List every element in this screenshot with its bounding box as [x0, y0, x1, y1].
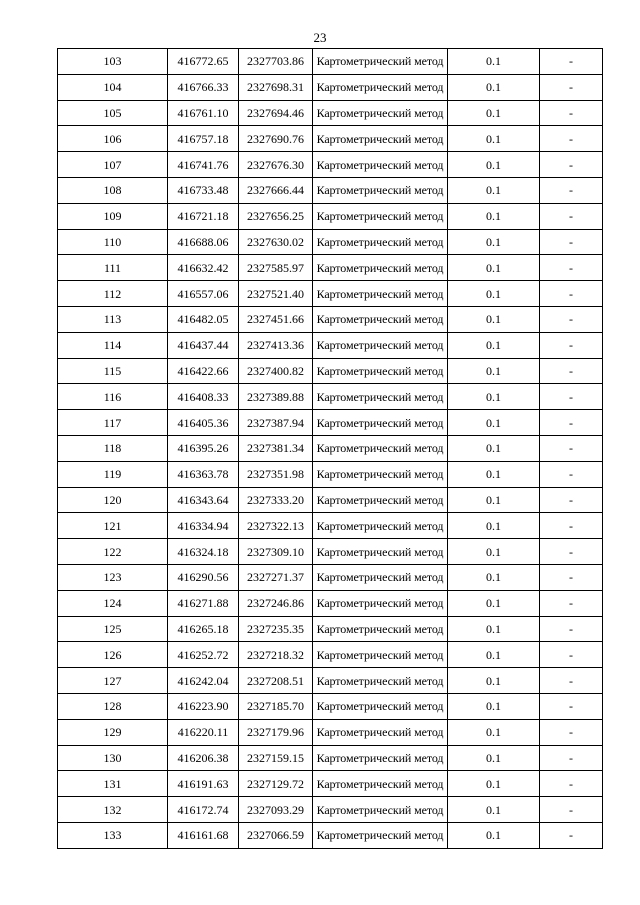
point-number-cell: 133 — [58, 822, 168, 848]
y-coordinate-cell: 2327333.20 — [239, 487, 313, 513]
accuracy-cell: 0.1 — [448, 668, 540, 694]
accuracy-cell: 0.1 — [448, 487, 540, 513]
point-number-cell: 108 — [58, 177, 168, 203]
x-coordinate-cell: 416161.68 — [168, 822, 239, 848]
point-number-cell: 131 — [58, 771, 168, 797]
accuracy-cell: 0.1 — [448, 229, 540, 255]
y-coordinate-cell: 2327309.10 — [239, 539, 313, 565]
method-cell: Картометрический метод — [313, 306, 448, 332]
method-cell: Картометрический метод — [313, 74, 448, 100]
x-coordinate-cell: 416437.44 — [168, 332, 239, 358]
y-coordinate-cell: 2327159.15 — [239, 745, 313, 771]
method-cell: Картометрический метод — [313, 384, 448, 410]
x-coordinate-cell: 416206.38 — [168, 745, 239, 771]
method-cell: Картометрический метод — [313, 822, 448, 848]
accuracy-cell: 0.1 — [448, 616, 540, 642]
accuracy-cell: 0.1 — [448, 642, 540, 668]
accuracy-cell: 0.1 — [448, 564, 540, 590]
point-number-cell: 123 — [58, 564, 168, 590]
accuracy-cell: 0.1 — [448, 306, 540, 332]
point-number-cell: 105 — [58, 100, 168, 126]
accuracy-cell: 0.1 — [448, 822, 540, 848]
accuracy-cell: 0.1 — [448, 49, 540, 75]
table-row — [58, 693, 603, 719]
note-cell: - — [540, 771, 603, 797]
x-coordinate-cell: 416482.05 — [168, 306, 239, 332]
note-cell: - — [540, 384, 603, 410]
note-cell: - — [540, 564, 603, 590]
y-coordinate-cell: 2327656.25 — [239, 203, 313, 229]
method-cell: Картометрический метод — [313, 642, 448, 668]
note-cell: - — [540, 668, 603, 694]
x-coordinate-cell: 416172.74 — [168, 797, 239, 823]
y-coordinate-cell: 2327389.88 — [239, 384, 313, 410]
coordinates-table — [57, 48, 603, 849]
note-cell: - — [540, 616, 603, 642]
note-cell: - — [540, 229, 603, 255]
method-cell: Картометрический метод — [313, 203, 448, 229]
table-row — [58, 152, 603, 178]
method-cell: Картометрический метод — [313, 771, 448, 797]
y-coordinate-cell: 2327690.76 — [239, 126, 313, 152]
y-coordinate-cell: 2327666.44 — [239, 177, 313, 203]
method-cell: Картометрический метод — [313, 487, 448, 513]
y-coordinate-cell: 2327703.86 — [239, 49, 313, 75]
x-coordinate-cell: 416290.56 — [168, 564, 239, 590]
method-cell: Картометрический метод — [313, 126, 448, 152]
note-cell: - — [540, 590, 603, 616]
table-row — [58, 410, 603, 436]
x-coordinate-cell: 416688.06 — [168, 229, 239, 255]
x-coordinate-cell: 416220.11 — [168, 719, 239, 745]
table-row — [58, 487, 603, 513]
accuracy-cell: 0.1 — [448, 203, 540, 229]
point-number-cell: 117 — [58, 410, 168, 436]
y-coordinate-cell: 2327185.70 — [239, 693, 313, 719]
accuracy-cell: 0.1 — [448, 100, 540, 126]
table-row — [58, 177, 603, 203]
x-coordinate-cell: 416632.42 — [168, 255, 239, 281]
accuracy-cell: 0.1 — [448, 745, 540, 771]
accuracy-cell: 0.1 — [448, 152, 540, 178]
note-cell: - — [540, 332, 603, 358]
note-cell: - — [540, 203, 603, 229]
table-row — [58, 513, 603, 539]
accuracy-cell: 0.1 — [448, 255, 540, 281]
table-row — [58, 590, 603, 616]
note-cell: - — [540, 281, 603, 307]
accuracy-cell: 0.1 — [448, 693, 540, 719]
point-number-cell: 103 — [58, 49, 168, 75]
point-number-cell: 120 — [58, 487, 168, 513]
table-row — [58, 745, 603, 771]
point-number-cell: 107 — [58, 152, 168, 178]
method-cell: Картометрический метод — [313, 668, 448, 694]
table-row — [58, 49, 603, 75]
table-row — [58, 461, 603, 487]
table-row — [58, 358, 603, 384]
accuracy-cell: 0.1 — [448, 332, 540, 358]
accuracy-cell: 0.1 — [448, 771, 540, 797]
point-number-cell: 109 — [58, 203, 168, 229]
y-coordinate-cell: 2327351.98 — [239, 461, 313, 487]
table-row — [58, 771, 603, 797]
accuracy-cell: 0.1 — [448, 177, 540, 203]
table-row — [58, 384, 603, 410]
y-coordinate-cell: 2327066.59 — [239, 822, 313, 848]
table-row — [58, 281, 603, 307]
table-row — [58, 616, 603, 642]
x-coordinate-cell: 416223.90 — [168, 693, 239, 719]
method-cell: Картометрический метод — [313, 358, 448, 384]
point-number-cell: 121 — [58, 513, 168, 539]
point-number-cell: 126 — [58, 642, 168, 668]
note-cell: - — [540, 255, 603, 281]
x-coordinate-cell: 416334.94 — [168, 513, 239, 539]
y-coordinate-cell: 2327093.29 — [239, 797, 313, 823]
x-coordinate-cell: 416405.36 — [168, 410, 239, 436]
note-cell: - — [540, 306, 603, 332]
method-cell: Картометрический метод — [313, 719, 448, 745]
note-cell: - — [540, 797, 603, 823]
y-coordinate-cell: 2327208.51 — [239, 668, 313, 694]
x-coordinate-cell: 416422.66 — [168, 358, 239, 384]
table-row — [58, 203, 603, 229]
table-row — [58, 126, 603, 152]
y-coordinate-cell: 2327218.32 — [239, 642, 313, 668]
method-cell: Картометрический метод — [313, 410, 448, 436]
point-number-cell: 127 — [58, 668, 168, 694]
x-coordinate-cell: 416741.76 — [168, 152, 239, 178]
y-coordinate-cell: 2327413.36 — [239, 332, 313, 358]
note-cell: - — [540, 49, 603, 75]
method-cell: Картометрический метод — [313, 564, 448, 590]
method-cell: Картометрический метод — [313, 745, 448, 771]
note-cell: - — [540, 642, 603, 668]
method-cell: Картометрический метод — [313, 152, 448, 178]
accuracy-cell: 0.1 — [448, 74, 540, 100]
point-number-cell: 119 — [58, 461, 168, 487]
accuracy-cell: 0.1 — [448, 513, 540, 539]
note-cell: - — [540, 745, 603, 771]
table-row — [58, 668, 603, 694]
x-coordinate-cell: 416408.33 — [168, 384, 239, 410]
method-cell: Картометрический метод — [313, 513, 448, 539]
x-coordinate-cell: 416557.06 — [168, 281, 239, 307]
x-coordinate-cell: 416757.18 — [168, 126, 239, 152]
point-number-cell: 128 — [58, 693, 168, 719]
x-coordinate-cell: 416324.18 — [168, 539, 239, 565]
method-cell: Картометрический метод — [313, 616, 448, 642]
table-row — [58, 564, 603, 590]
x-coordinate-cell: 416191.63 — [168, 771, 239, 797]
accuracy-cell: 0.1 — [448, 126, 540, 152]
y-coordinate-cell: 2327129.72 — [239, 771, 313, 797]
note-cell: - — [540, 513, 603, 539]
y-coordinate-cell: 2327451.66 — [239, 306, 313, 332]
y-coordinate-cell: 2327630.02 — [239, 229, 313, 255]
note-cell: - — [540, 487, 603, 513]
accuracy-cell: 0.1 — [448, 358, 540, 384]
accuracy-cell: 0.1 — [448, 281, 540, 307]
point-number-cell: 132 — [58, 797, 168, 823]
point-number-cell: 129 — [58, 719, 168, 745]
accuracy-cell: 0.1 — [448, 410, 540, 436]
y-coordinate-cell: 2327521.40 — [239, 281, 313, 307]
method-cell: Картометрический метод — [313, 281, 448, 307]
point-number-cell: 113 — [58, 306, 168, 332]
method-cell: Картометрический метод — [313, 797, 448, 823]
note-cell: - — [540, 358, 603, 384]
accuracy-cell: 0.1 — [448, 461, 540, 487]
note-cell: - — [540, 74, 603, 100]
table-row — [58, 306, 603, 332]
point-number-cell: 104 — [58, 74, 168, 100]
accuracy-cell: 0.1 — [448, 719, 540, 745]
table-row — [58, 255, 603, 281]
note-cell: - — [540, 693, 603, 719]
x-coordinate-cell: 416733.48 — [168, 177, 239, 203]
note-cell: - — [540, 822, 603, 848]
point-number-cell: 110 — [58, 229, 168, 255]
y-coordinate-cell: 2327676.30 — [239, 152, 313, 178]
point-number-cell: 114 — [58, 332, 168, 358]
method-cell: Картометрический метод — [313, 177, 448, 203]
point-number-cell: 124 — [58, 590, 168, 616]
table-row — [58, 435, 603, 461]
point-number-cell: 111 — [58, 255, 168, 281]
table-row — [58, 642, 603, 668]
note-cell: - — [540, 719, 603, 745]
table-row — [58, 797, 603, 823]
note-cell: - — [540, 152, 603, 178]
y-coordinate-cell: 2327400.82 — [239, 358, 313, 384]
note-cell: - — [540, 126, 603, 152]
point-number-cell: 112 — [58, 281, 168, 307]
x-coordinate-cell: 416363.78 — [168, 461, 239, 487]
table-row — [58, 332, 603, 358]
table-row — [58, 100, 603, 126]
x-coordinate-cell: 416761.10 — [168, 100, 239, 126]
accuracy-cell: 0.1 — [448, 797, 540, 823]
note-cell: - — [540, 539, 603, 565]
method-cell: Картометрический метод — [313, 461, 448, 487]
x-coordinate-cell: 416271.88 — [168, 590, 239, 616]
page-number: 23 — [313, 30, 327, 45]
table-row — [58, 74, 603, 100]
point-number-cell: 125 — [58, 616, 168, 642]
accuracy-cell: 0.1 — [448, 384, 540, 410]
note-cell: - — [540, 461, 603, 487]
note-cell: - — [540, 410, 603, 436]
y-coordinate-cell: 2327585.97 — [239, 255, 313, 281]
method-cell: Картометрический метод — [313, 539, 448, 565]
accuracy-cell: 0.1 — [448, 590, 540, 616]
y-coordinate-cell: 2327246.86 — [239, 590, 313, 616]
coordinates-table-body — [58, 49, 603, 849]
x-coordinate-cell: 416395.26 — [168, 435, 239, 461]
y-coordinate-cell: 2327322.13 — [239, 513, 313, 539]
method-cell: Картометрический метод — [313, 590, 448, 616]
x-coordinate-cell: 416772.65 — [168, 49, 239, 75]
point-number-cell: 115 — [58, 358, 168, 384]
y-coordinate-cell: 2327381.34 — [239, 435, 313, 461]
accuracy-cell: 0.1 — [448, 435, 540, 461]
note-cell: - — [540, 100, 603, 126]
note-cell: - — [540, 177, 603, 203]
x-coordinate-cell: 416242.04 — [168, 668, 239, 694]
x-coordinate-cell: 416252.72 — [168, 642, 239, 668]
method-cell: Картометрический метод — [313, 255, 448, 281]
table-row — [58, 539, 603, 565]
method-cell: Картометрический метод — [313, 332, 448, 358]
method-cell: Картометрический метод — [313, 229, 448, 255]
method-cell: Картометрический метод — [313, 693, 448, 719]
x-coordinate-cell: 416721.18 — [168, 203, 239, 229]
table-row — [58, 229, 603, 255]
method-cell: Картометрический метод — [313, 49, 448, 75]
point-number-cell: 118 — [58, 435, 168, 461]
x-coordinate-cell: 416766.33 — [168, 74, 239, 100]
point-number-cell: 130 — [58, 745, 168, 771]
x-coordinate-cell: 416265.18 — [168, 616, 239, 642]
x-coordinate-cell: 416343.64 — [168, 487, 239, 513]
table-row — [58, 822, 603, 848]
y-coordinate-cell: 2327235.35 — [239, 616, 313, 642]
table-row — [58, 719, 603, 745]
y-coordinate-cell: 2327271.37 — [239, 564, 313, 590]
point-number-cell: 122 — [58, 539, 168, 565]
y-coordinate-cell: 2327698.31 — [239, 74, 313, 100]
method-cell: Картометрический метод — [313, 100, 448, 126]
y-coordinate-cell: 2327387.94 — [239, 410, 313, 436]
method-cell: Картометрический метод — [313, 435, 448, 461]
y-coordinate-cell: 2327694.46 — [239, 100, 313, 126]
note-cell: - — [540, 435, 603, 461]
y-coordinate-cell: 2327179.96 — [239, 719, 313, 745]
accuracy-cell: 0.1 — [448, 539, 540, 565]
point-number-cell: 116 — [58, 384, 168, 410]
point-number-cell: 106 — [58, 126, 168, 152]
